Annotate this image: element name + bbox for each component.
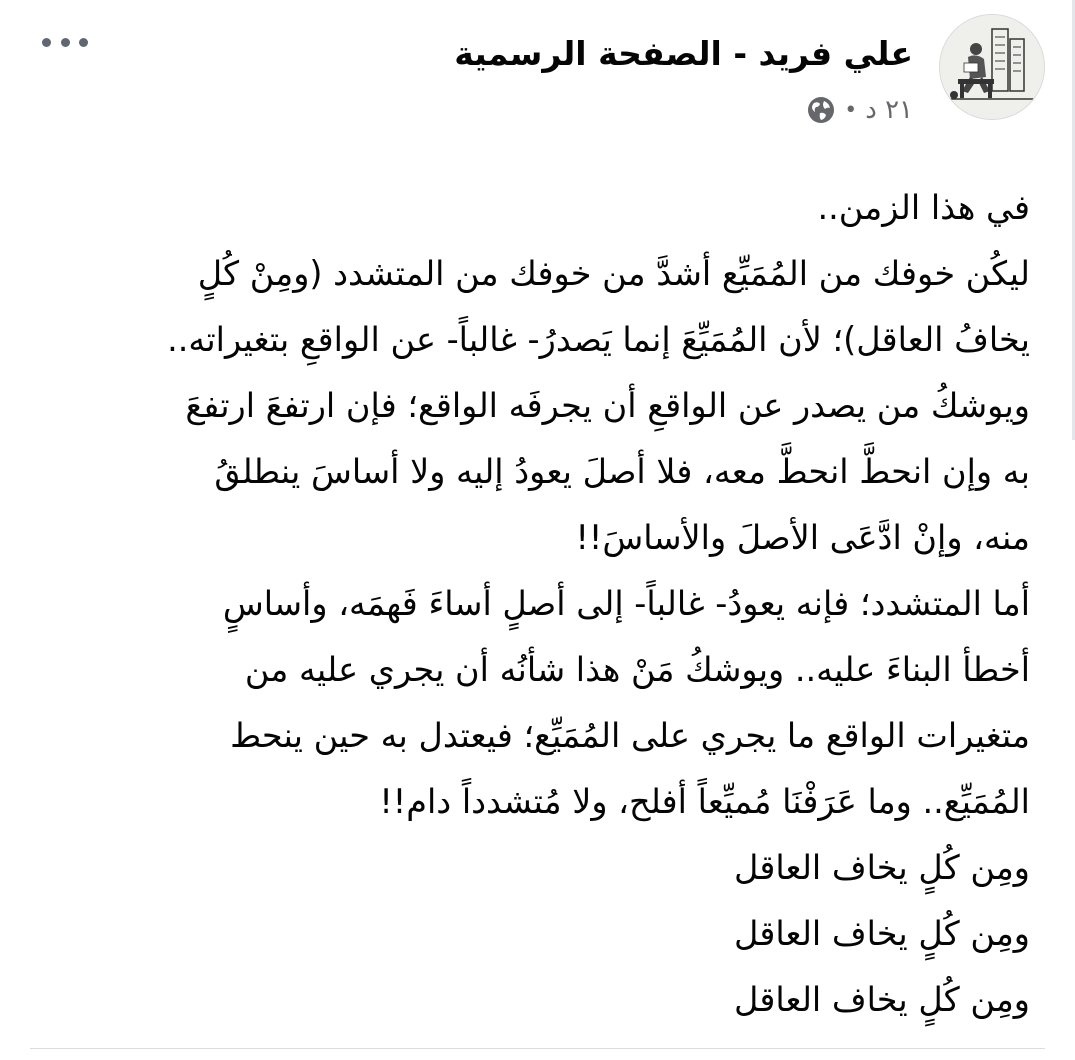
meta-separator: •	[844, 97, 858, 123]
post-text-line: منه، وإنْ ادَّعَى الأصلَ والأساسَ!!	[575, 518, 1030, 557]
post-text-line: ليكُن خوفك من المُمَيِّع أشدَّ من خوفك من المتشدد (ومِنْ كُلٍ	[197, 254, 1030, 293]
bottom-divider	[30, 1048, 1045, 1049]
post-meta	[806, 93, 913, 127]
post-text-line: ويوشكُ من يصدر عن الواقعِ أن يجرفَه الواقع؛ فإن ارتفعَ ارتفعَ	[185, 386, 1030, 425]
more-options-icon-dot	[61, 38, 70, 47]
post-text-line: أما المتشدد؛ فإنه يعودُ- غالباً- إلى أصلٍ أساءَ فَهمَه، وأساسٍ	[222, 584, 1030, 623]
post-text-line: أخطأ البناءَ عليه.. ويوشكُ مَنْ هذا شأنُه أن يجري عليه من	[244, 650, 1030, 689]
more-options-icon	[79, 38, 88, 47]
post-text-line: ومِن كُلٍ يخاف العاقل	[733, 980, 1030, 1019]
post-text-line: به وإن انحطَّ انحطَّ معه، فلا أصلَ يعودُ إليه ولا أساسَ ينطلقُ	[214, 452, 1030, 491]
avatar-illustration	[940, 15, 1044, 119]
post-text-line: ومِن كُلٍ يخاف العاقل	[733, 914, 1030, 953]
post-timestamp[interactable]: ٢١ د	[865, 95, 913, 125]
globe-icon[interactable]	[806, 95, 836, 125]
post-header	[30, 14, 1045, 124]
page-name-link[interactable]: علي فريد - الصفحة الرسمية	[454, 34, 913, 73]
more-options-button[interactable]	[42, 30, 88, 54]
post-text-line: يخافُ العاقل)؛ لأن المُمَيِّعَ إنما يَصدرُ- غالباً- عن الواقعِ بتغيراته..	[167, 320, 1030, 359]
post-text-line: ومِن كُلٍ يخاف العاقل	[733, 848, 1030, 887]
more-options-icon-dot	[42, 38, 51, 47]
post-body-text	[30, 175, 1030, 1033]
post-text-line: المُمَيِّع.. وما عَرَفْنَا مُميِّعاً أفلح، ولا مُتشدداً دام!!	[379, 782, 1030, 821]
page-avatar[interactable]	[939, 14, 1045, 120]
post-text-line: متغيرات الواقع ما يجري على المُمَيِّع؛ فيعتدل به حين ينحط	[230, 716, 1030, 755]
post-text-line: في هذا الزمن..	[817, 188, 1030, 227]
